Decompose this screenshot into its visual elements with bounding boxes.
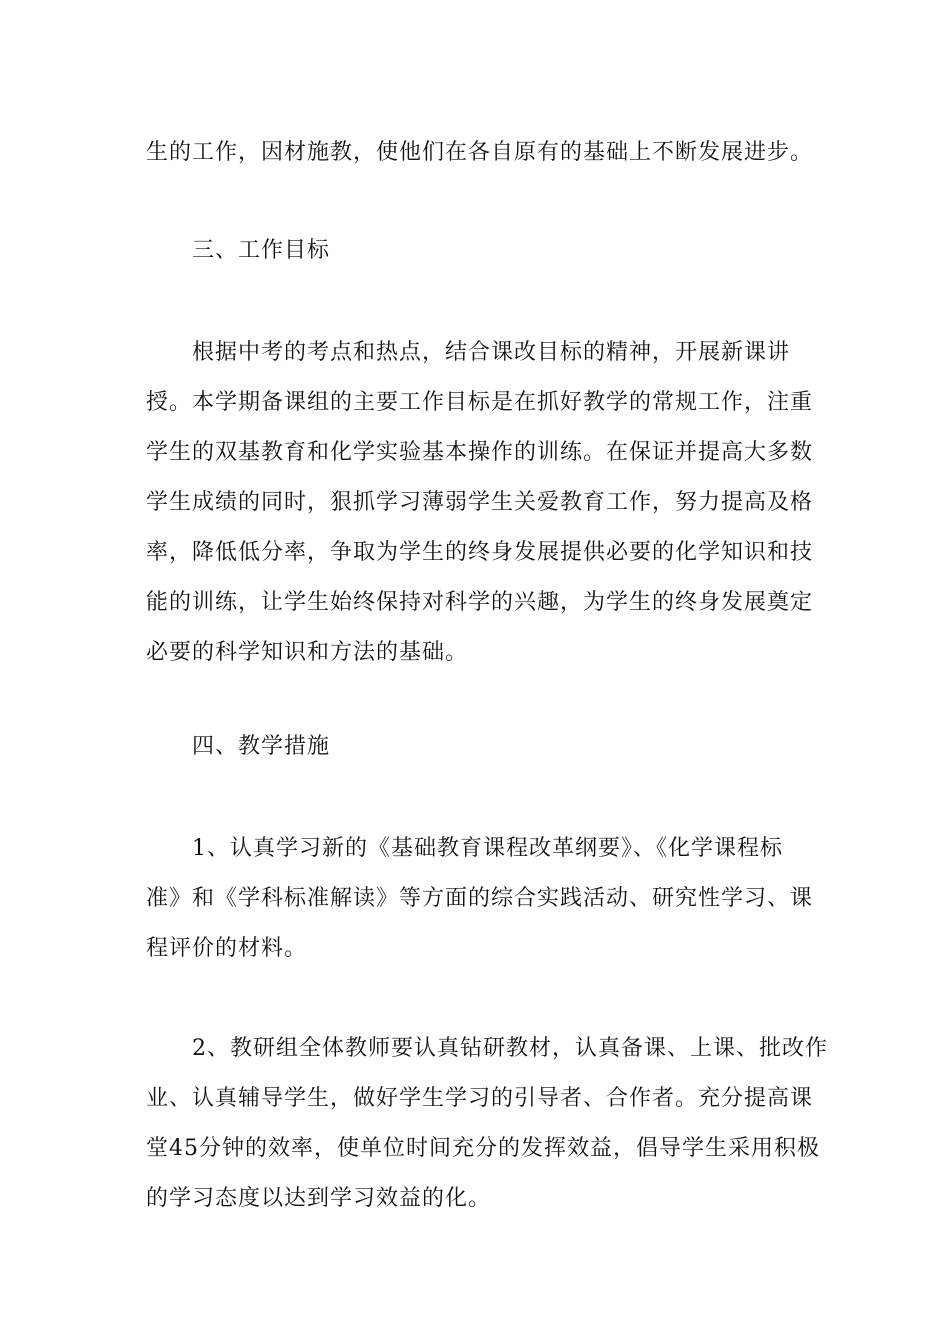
text-line: 生的工作，因材施教，使他们在各自原有的基础上不断发展进步。 xyxy=(146,140,814,165)
section-heading-goals: 三、工作目标 xyxy=(192,238,331,263)
text-line: 程评价的材料。 xyxy=(146,936,308,961)
text-line: 1、认真学习新的《基础教育课程改革纲要》、《化学课程标 xyxy=(192,836,783,861)
text-line: 学生的双基教育和化学实验基本操作的训练。在保证并提高大多数 xyxy=(146,440,814,465)
paragraph-continuation xyxy=(146,128,814,178)
paragraph-measure-2 xyxy=(146,1024,828,1224)
text-line: 能的训练，让学生始终保持对科学的兴趣，为学生的终身发展奠定 xyxy=(146,590,814,615)
paragraph-measure-1 xyxy=(146,824,814,974)
section-heading-measures: 四、教学措施 xyxy=(192,734,331,759)
text-line: 授。本学期备课组的主要工作目标是在抓好教学的常规工作，注重 xyxy=(146,390,814,415)
text-line: 业、认真辅导学生，做好学生学习的引导者、合作者。充分提高课 xyxy=(146,1086,814,1111)
text-line: 必要的科学知识和方法的基础。 xyxy=(146,640,469,665)
paragraph-goals xyxy=(146,328,814,678)
text-line: 的学习态度以达到学习效益的化。 xyxy=(146,1186,492,1211)
text-line: 根据中考的考点和热点，结合课改目标的精神，开展新课讲 xyxy=(192,340,791,365)
text-line: 堂45分钟的效率，使单位时间充分的发挥效益，倡导学生采用积极 xyxy=(146,1136,820,1161)
text-line: 2、教研组全体教师要认真钻研教材，认真备课、上课、批改作 xyxy=(192,1036,828,1061)
text-line: 率，降低低分率，争取为学生的终身发展提供必要的化学知识和技 xyxy=(146,540,814,565)
text-line: 准》和《学科标准解读》等方面的综合实践活动、研究性学习、课 xyxy=(146,886,814,911)
text-line: 学生成绩的同时，狠抓学习薄弱学生关爱教育工作，努力提高及格 xyxy=(146,490,814,515)
